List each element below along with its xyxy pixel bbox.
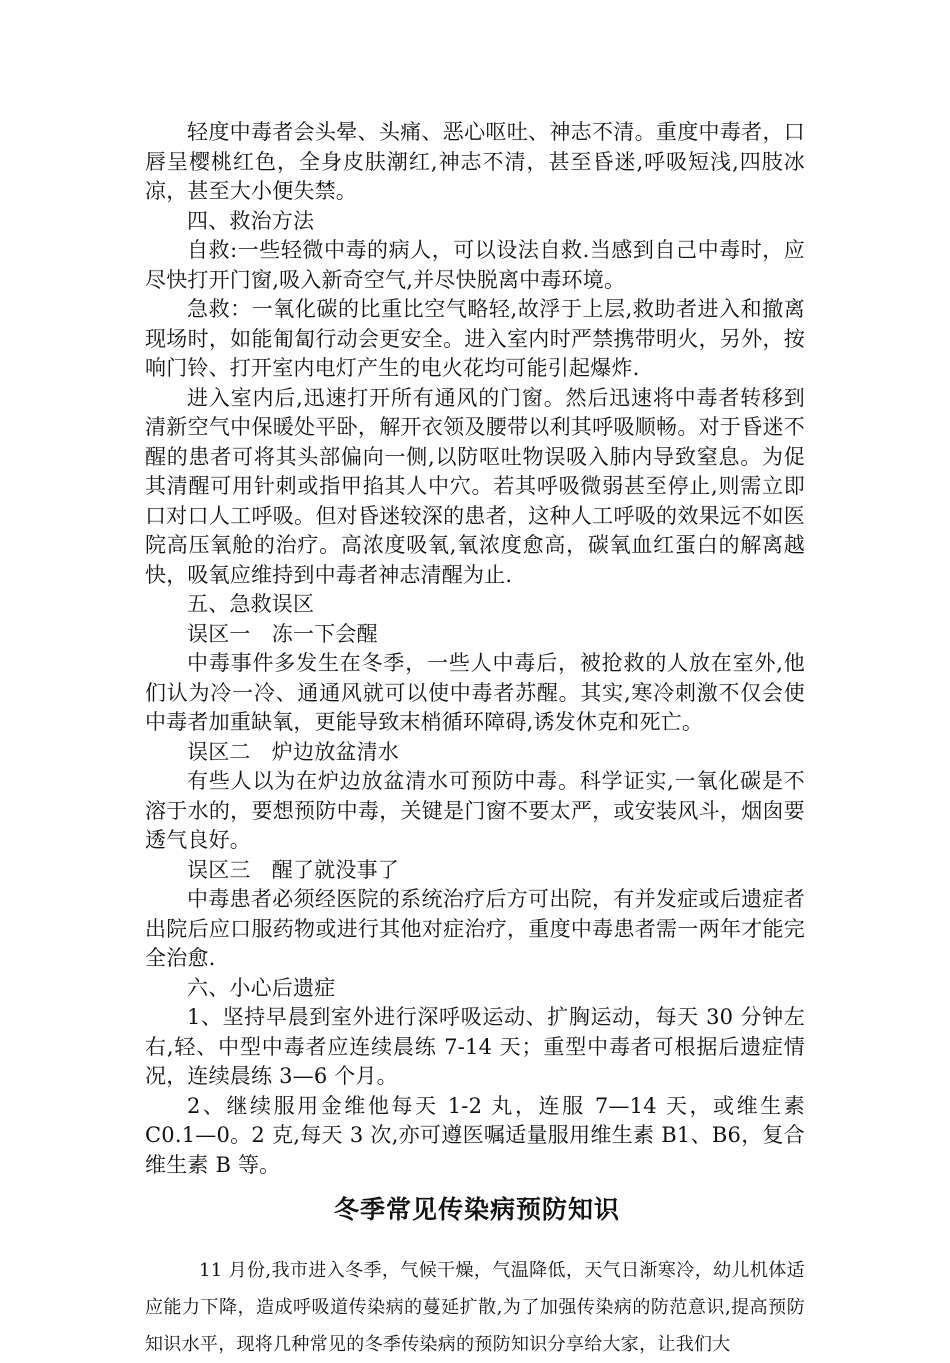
misconception-one-heading: 误区一 冻一下会醒 [187,621,378,646]
intro-paragraph: 11 月份,我市进入冬季，气候干燥，气温降低，天气日渐寒冷，幼儿机体适应能力下降，造成呼吸道传染病的蔓延扩散,为了加强传染病的防范意识,提高预防知识水平，现将几种常见的冬季传染病的预防知识分享给大家，让我们大 [145,1260,805,1355]
sequelae-item-two: 2、继续服用金维他每天 1-2 丸，连服 7—14 天，或维生素 C0.1—0。2 克,每天 3 次,亦可遵医嘱适量服用维生素 B1、B6，复合维生素 B 等。 [145,1093,805,1177]
misconception-one-paragraph: 中毒事件多发生在冬季，一些人中毒后，被抢救的人放在室外,他们认为冷一冷、通通风就可以使中毒者苏醒。其实,寒冷刺激不仅会使中毒者加重缺氧，更能导致末梢循环障碍,诱发休克和死亡。 [145,651,805,734]
section-heading-misconceptions: 五、急救误区 [187,592,315,616]
misconception-three-heading: 误区三 醒了就没事了 [187,857,399,882]
section-heading-treatment: 四、救治方法 [187,208,315,233]
section-heading-sequelae: 六、小心后遗症 [187,975,336,1000]
self-rescue-paragraph: 自救:一些轻微中毒的病人，可以设法自救.当感到自己中毒时，应尽快打开门窗,吸入新奇空气,并尽快脱离中毒环境。 [145,238,805,292]
first-aid-paragraph: 急救：一氧化碳的比重比空气略轻,故浮于上层,救助者进入和撤离现场时，如能匍匐行动会更安全。进入室内时严禁携带明火，另外，按响门铃、打开室内电灯产生的电火花均可能引起爆炸. [145,297,805,380]
sequelae-item-one: 1、坚持早晨到室外进行深呼吸运动、扩胸运动，每天 30 分钟左右,轻、中型中毒者应连续晨练 7-14 天；重型中毒者可根据后遗症情况，连续晨练 3—6 个月。 [145,1005,805,1088]
misconception-two-paragraph: 有些人以为在炉边放盆清水可预防中毒。科学证实,一氧化碳是不溶于水的，要想预防中毒，关键是门窗不要太严，或安装风斗，烟囱要透气良好。 [145,769,805,852]
section-title: 冬季常见传染病预防知识 [333,1195,620,1224]
misconception-three-paragraph: 中毒患者必须经医院的系统治疗后方可出院，有并发症或后遗症者出院后应口服药物或进行其他对症治疗，重度中毒患者需一两年才能完全治愈. [145,887,805,970]
document-page [145,118,805,1363]
misconception-two-heading: 误区二 炉边放盆清水 [187,739,399,764]
symptoms-paragraph: 轻度中毒者会头晕、头痛、恶心呕吐、神志不清。重度中毒者，口唇呈樱桃红色，全身皮肤潮红,神志不清，甚至昏迷,呼吸短浅,四肢冰凉，甚至大小便失禁。 [145,120,805,203]
indoor-rescue-paragraph: 进入室内后,迅速打开所有通风的门窗。然后迅速将中毒者转移到清新空气中保暖处平卧，解开衣领及腰带以利其呼吸顺畅。对于昏迷不醒的患者可将其头部偏向一侧,以防呕吐物误吸入肺内导致窒息。为促其清醒可用针刺或指甲掐其人中穴。若其呼吸微弱甚至停止,则需立即口对口人工呼吸。但对昏迷较深的患者，这种人工呼吸的效果远不如医院高压氧舱的治疗。高浓度吸氧,氧浓度愈高，碳氧血红蛋白的解离越快，吸氧应维持到中毒者神志清醒为止. [145,385,805,587]
